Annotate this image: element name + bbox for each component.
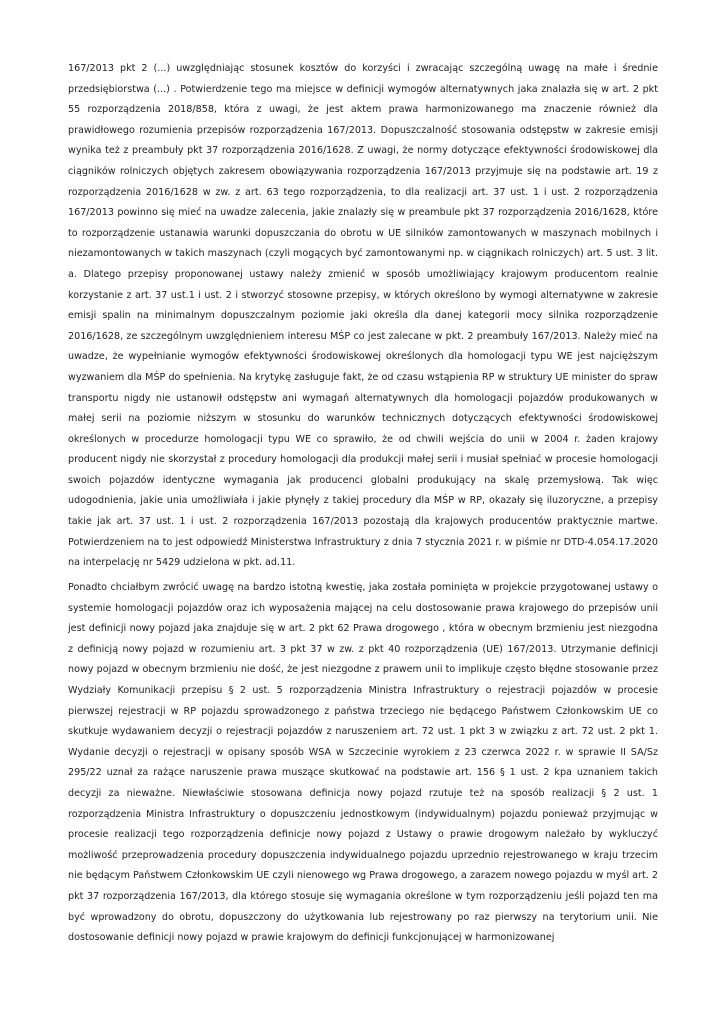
document-body-continued bbox=[68, 578, 658, 949]
paragraph-1: 167/2013 pkt 2 (...) uwzględniając stosunek kosztów do korzyści i zwracając szczególną uwagę na małe i średnie przedsiębiorstwa (...) . Potwierdzenie tego ma miejsce w definicji wymogów alternatywnych jaka znalazła się w art. 2 pkt 55 rozporządzenia 2018/858, która z uwagi, że jest aktem prawa harmonizowanego ma znaczenie również dla prawidłowego rozumienia przepisów rozporządzenia 167/2013. Dopuszczalność stosowania odstępstw w zakresie emisji wynika też z preambuły pkt 37 rozporządzenia 2016/1628. Z uwagi, że normy dotyczące efektywności środowiskowej dla ciągników rolniczych objętych zakresem obowiązywania rozporządzenia 167/2013 przyjmuje się na podstawie art. 19 z rozporządzenia 2016/1628 w zw. z art. 63 tego rozporządzenia, to dla realizacji art. 37 ust. 1 i ust. 2 rozporządzenia 167/2013 powinno się mieć na uwadze zalecenia, jakie znalazły się w preambule pkt 37 rozporządzenia 2016/1628, które to rozporządzenie ustanawia warunki dopuszczania do obrotu w UE silników zamontowanych w maszynach mobilnych i niezamontowanych w takich maszynach (czyli mogących być zamontowanymi np. w ciągnikach rolniczych) art. 5 ust. 3 lit. a. Dlatego przepisy proponowanej ustawy należy zmienić w sposób umożliwiający krajowym producentom realnie korzystanie z art. 37 ust.1 i ust. 2 i stworzyć stosowne przepisy, w których określono by wymogi alternatywne w zakresie emisji spalin na minimalnym dopuszczalnym poziomie jaki określa dla danej kategorii mocy silnika rozporządzenie 2016/1628, ze szczególnym uwzględnieniem interesu MŚP co jest zalecane w pkt. 2 preambuły 167/2013. Należy mieć na uwadze, że wypełnianie wymogów efektywności środowiskowej określonych dla homologacji typu WE jest najcięższym wyzwaniem dla MŚP do spełnienia. Na krytykę zasługuje fakt, że od czasu wstąpienia RP w struktury UE minister do spraw transportu nigdy nie ustanowił odstępstw ani wymagań alternatywnych dla homologacji pojazdów produkowanych w małej serii na poziomie niższym w stosunku do warunków technicznych dotyczących efektywności środowiskowej określonych w procedurze homologacji typu WE co sprawiło, że od chwili wejścia do unii w 2004 r. żaden krajowy producent nigdy nie skorzystał z procedury homologacji dla produkcji małej serii i musiał spełniać w procesie homologacji swoich pojazdów identyczne wymagania jak producenci globalni produkujący na skalę przemysłową. Tak więc udogodnienia, jakie unia umożliwiała i jakie płynęły z takiej procedury dla MŚP w RP, okazały się iluzoryczne, a przepisy takie jak art. 37 ust. 1 i ust. 2 rozporządzenia 167/2013 pozostają dla krajowych producentów praktycznie martwe. Potwierdzeniem na to jest odpowiedź Ministerstwa Infrastruktury z dnia 7 stycznia 2021 r. w piśmie nr DTD-4.054.17.2020 na interpelację nr 5429 udzielona w pkt. ad.11. bbox=[68, 63, 658, 569]
paragraph-2: Ponadto chciałbym zwrócić uwagę na bardzo istotną kwestię, jaka została pominięta w projekcie przygotowanej ustawy o systemie homologacji pojazdów oraz ich wyposażenia mającej na celu dostosowanie prawa krajowego do przepisów unii jest definicji nowy pojazd jaka znajduje się w art. 2 pkt 62 Prawa drogowego , która w obecnym brzmieniu jest niezgodna z definicją nowy pojazd w rozumieniu art. 3 pkt 37 w zw. z pkt 40 rozporządzenia (UE) 167/2013. Utrzymanie definicji nowy pojazd w obecnym brzmieniu nie dość, że jest niezgodne z prawem unii to implikuje często błędne stosowanie przez Wydziały Komunikacji przepisu § 2 ust. 5 rozporządzenia Ministra Infrastruktury o rejestracji pojazdów w procesie pierwszej rejestracji w RP pojazdu sprowadzonego z państwa trzeciego nie będącego Państwem Członkowskim UE co skutkuje wydawaniem decyzji o rejestracji pojazdów z naruszeniem art. 72 ust. 1 pkt 3 w związku z art. 72 ust. 2 pkt 1. Wydanie decyzji o rejestracji w opisany sposób WSA w Szczecinie wyrokiem z 23 czerwca 2022 r. w sprawie II SA/Sz 295/22 uznał za rażące naruszenie prawa muszące skutkować na podstawie art. 156 § 1 ust. 2 kpa uznaniem takich decyzji za nieważne. Niewłaściwie stosowana definicja nowy pojazd rzutuje też na sposób realizacji § 2 ust. 1 rozporządzenia Ministra Infrastruktury o dopuszczeniu jednostkowym (indywidualnym) pojazdu ponieważ przyjmując w procesie realizacji tego rozporządzenia definicje nowy pojazd z Ustawy o prawie drogowym należało by wykluczyć możliwość przeprowadzenia procedury dopuszczenia indywidualnego pojazdu uprzednio rejestrowanego w kraju trzecim nie będącym Państwem Członkowskim UE czyli nienowego wg Prawa drogowego, a zarazem nowego pojazdu w myśl art. 2 pkt 37 rozporządzenia 167/2013, dla którego stosuje się wymagania określone w tym rozporządzeniu jeśli pojazd ten ma być wprowadzony do obrotu, dopuszczony do użytkowania lub rejestrowany po raz pierwszy na terytorium unii. Nie dostosowanie definicji nowy pojazd w prawie krajowym do definicji funkcjonującej w harmonizowanej bbox=[68, 582, 658, 944]
document-body bbox=[68, 59, 658, 574]
